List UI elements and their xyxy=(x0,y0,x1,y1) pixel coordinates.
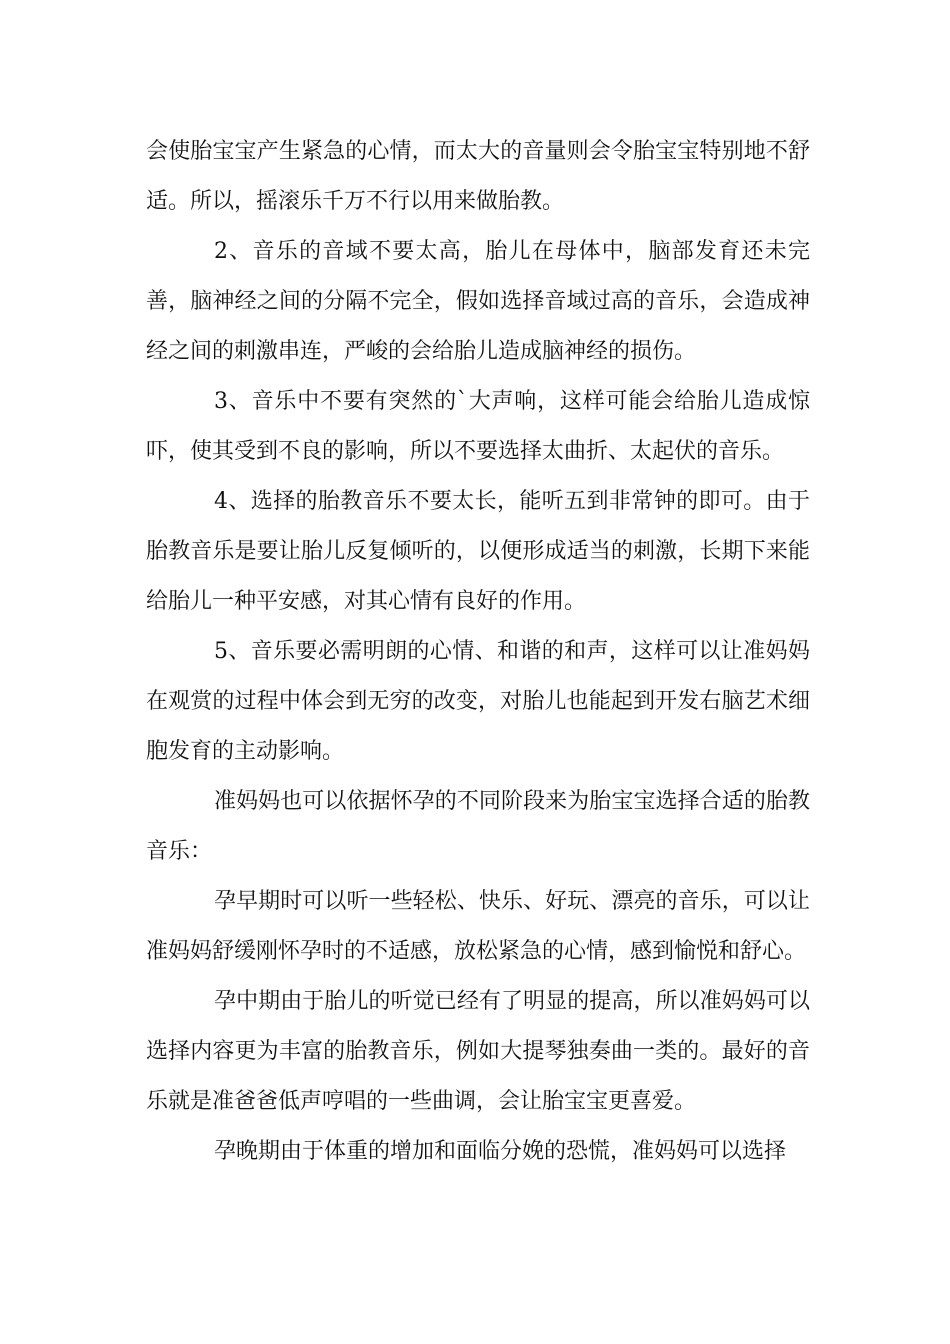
paragraph-item-3: 3、音乐中不要有突然的`大声响，这样可能会给胎儿造成惊吓，使其受到不良的影响，所以不要选择太曲折、太起伏的音乐。 xyxy=(146,389,810,464)
paragraph-late-pregnancy: 孕晚期由于体重的增加和面临分娩的恐慌，准妈妈可以选择 xyxy=(214,1139,787,1164)
paragraph-early-pregnancy: 孕早期时可以听一些轻松、快乐、好玩、漂亮的音乐，可以让准妈妈舒缓刚怀孕时的不适感，放松紧急的心情，感到愉悦和舒心。 xyxy=(146,889,810,964)
paragraph-item-4: 4、选择的胎教音乐不要太长，能听五到非常钟的即可。由于胎教音乐是要让胎儿反复倾听的，以便形成适当的刺激，长期下来能给胎儿一种平安感，对其心情有良好的作用。 xyxy=(146,489,810,614)
paragraph-stages-intro: 准妈妈也可以依据怀孕的不同阶段来为胎宝宝选择合适的胎教音乐： xyxy=(146,789,810,864)
paragraph-continuation: 会使胎宝宝产生紧急的心情，而太大的音量则会令胎宝宝特别地不舒适。所以，摇滚乐千万不行以用来做胎教。 xyxy=(146,139,810,214)
paragraph-item-2: 2、音乐的音域不要太高，胎儿在母体中，脑部发育还未完善，脑神经之间的分隔不完全，假如选择音域过高的音乐，会造成神经之间的刺激串连，严峻的会给胎儿造成脑神经的损伤。 xyxy=(146,239,810,364)
document-body xyxy=(146,127,810,1177)
paragraph-mid-pregnancy: 孕中期由于胎儿的听觉已经有了明显的提高，所以准妈妈可以选择内容更为丰富的胎教音乐，例如大提琴独奏曲一类的。最好的音乐就是准爸爸低声哼唱的一些曲调，会让胎宝宝更喜爱。 xyxy=(146,989,810,1114)
paragraph-item-5: 5、音乐要必需明朗的心情、和谐的和声，这样可以让准妈妈在观赏的过程中体会到无穷的改变，对胎儿也能起到开发右脑艺术细胞发育的主动影响。 xyxy=(146,639,810,764)
